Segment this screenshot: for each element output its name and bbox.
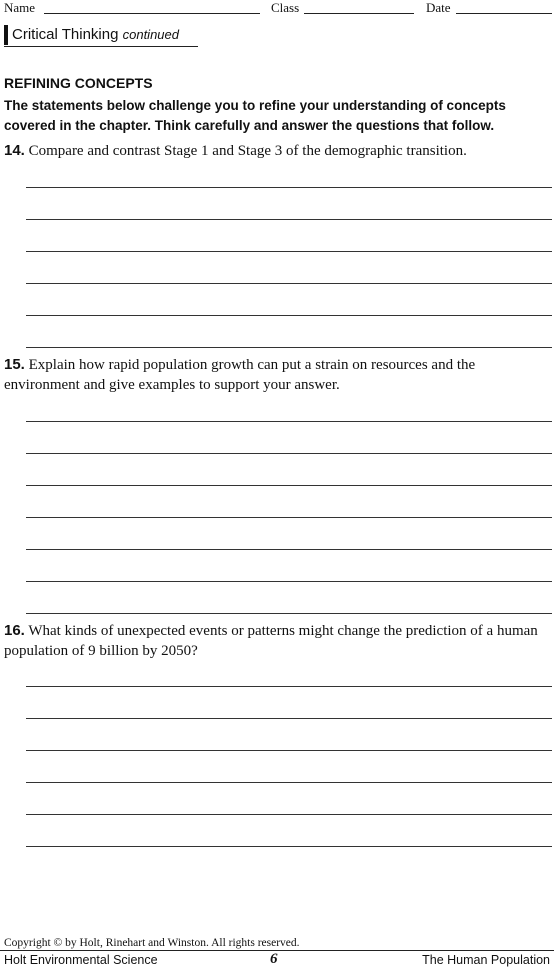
question-text: What kinds of unexpected events or patterns might change the prediction of a human population of 9 billion by 2050? bbox=[4, 623, 538, 659]
book-title: Holt Environmental Science bbox=[4, 953, 158, 967]
question-14 bbox=[4, 141, 549, 161]
answer-line[interactable] bbox=[26, 517, 552, 518]
class-field[interactable] bbox=[304, 13, 414, 14]
answer-line[interactable] bbox=[26, 347, 552, 348]
answer-line[interactable] bbox=[26, 814, 552, 815]
class-label: Class bbox=[271, 0, 300, 15]
name-label: Name bbox=[4, 0, 36, 15]
answer-line[interactable] bbox=[26, 718, 552, 719]
banner bbox=[12, 25, 179, 45]
answer-line[interactable] bbox=[26, 782, 552, 783]
banner-title: Critical Thinking bbox=[12, 26, 119, 43]
answer-line[interactable] bbox=[26, 283, 552, 284]
answer-line[interactable] bbox=[26, 846, 552, 847]
question-text: Explain how rapid population growth can put a strain on resources and the environment and give examples to support your answer. bbox=[4, 357, 476, 393]
question-15 bbox=[4, 355, 549, 395]
banner-bar bbox=[4, 25, 8, 45]
copyright-notice: Copyright © by Holt, Rinehart and Winston. All rights reserved. bbox=[4, 937, 300, 949]
answer-line[interactable] bbox=[26, 315, 552, 316]
question-16 bbox=[4, 621, 549, 661]
answer-line[interactable] bbox=[26, 549, 552, 550]
question-number: 14. bbox=[4, 142, 25, 159]
answer-line[interactable] bbox=[26, 219, 552, 220]
answer-line[interactable] bbox=[26, 421, 552, 422]
question-number: 16. bbox=[4, 622, 25, 639]
banner-rule bbox=[4, 46, 198, 47]
answer-line[interactable] bbox=[26, 613, 552, 614]
answer-line[interactable] bbox=[26, 750, 552, 751]
date-label: Date bbox=[426, 0, 451, 15]
answer-line[interactable] bbox=[26, 453, 552, 454]
question-text: Compare and contrast Stage 1 and Stage 3 of the demographic transition. bbox=[28, 143, 467, 159]
section-intro: The statements below challenge you to refine your understanding of concepts covered in the chapter. Think carefully and answer the questions that follow. bbox=[4, 98, 506, 133]
name-field[interactable] bbox=[44, 13, 260, 14]
answer-line[interactable] bbox=[26, 686, 552, 687]
answer-line[interactable] bbox=[26, 581, 552, 582]
answer-line[interactable] bbox=[26, 485, 552, 486]
chapter-title: The Human Population bbox=[422, 953, 550, 967]
question-number: 15. bbox=[4, 356, 25, 373]
answer-line[interactable] bbox=[26, 187, 552, 188]
answer-line[interactable] bbox=[26, 251, 552, 252]
page-number: 6 bbox=[270, 951, 278, 967]
section-title: REFINING CONCEPTS bbox=[4, 75, 153, 91]
date-field[interactable] bbox=[456, 13, 552, 14]
banner-subtitle: continued bbox=[122, 27, 179, 42]
